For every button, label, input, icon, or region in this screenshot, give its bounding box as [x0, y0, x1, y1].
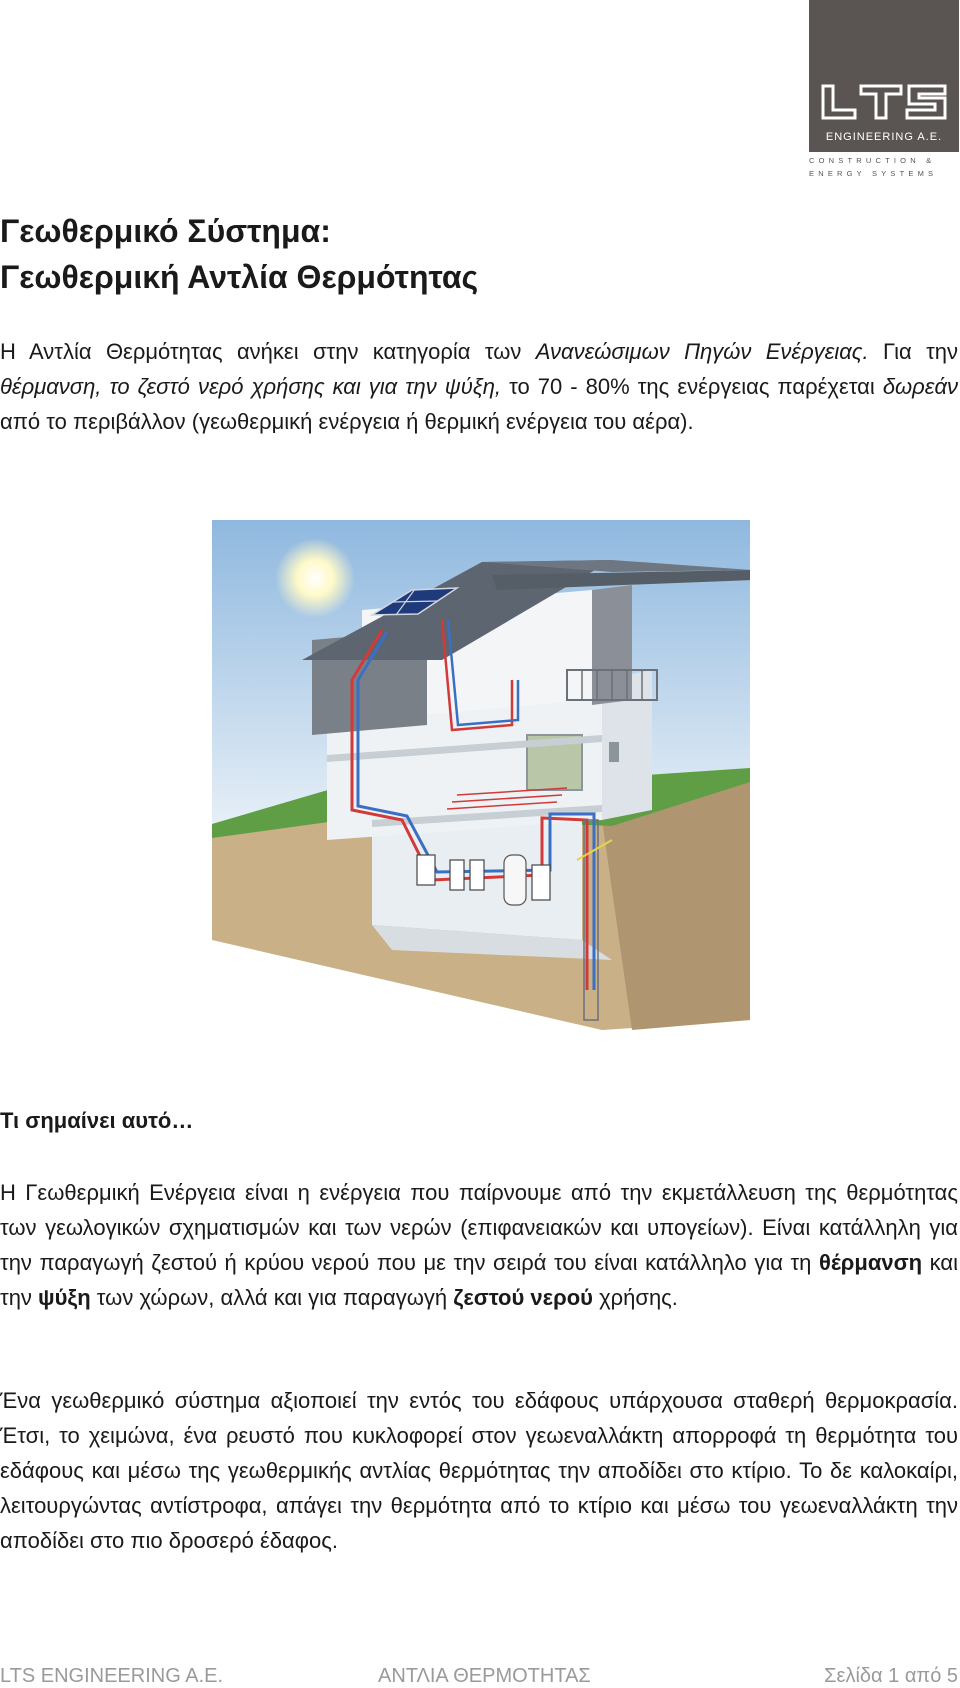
- intro-text-2: Για την: [868, 339, 958, 364]
- title-line-2: Γεωθερμική Αντλία Θερμότητας: [0, 259, 479, 295]
- title-line-1: Γεωθερμικό Σύστημα:: [0, 213, 331, 249]
- section-subheading: Τι σημαίνει αυτό…: [0, 1108, 194, 1133]
- para2-bold-cooling: ψύξη: [38, 1285, 91, 1310]
- para2-bold-hot-water: ζεστού νερού: [453, 1285, 593, 1310]
- intro-em-2: θέρμανση, το ζεστό νερό χρήσης και για την ψύξη,: [0, 374, 502, 399]
- logo-company-name: ENGINEERING A.E.: [825, 131, 943, 143]
- footer-document-title: ΑΝΤΛΙΑ ΘΕΡΜΟΤΗΤΑΣ: [378, 1665, 591, 1687]
- company-logo: [809, 0, 959, 178]
- page-footer: [0, 1665, 960, 1685]
- logo-box: [809, 0, 959, 152]
- intro-text-3: το 70 - 80% της ενέργειας παρέχεται: [501, 374, 883, 399]
- footer-company: LTS ENGINEERING A.E.: [0, 1665, 224, 1687]
- geothermal-energy-paragraph: [0, 1175, 958, 1315]
- intro-text-1: Η Αντλία Θερμότητας ανήκει στην κατηγορία των: [0, 339, 536, 364]
- para2-text-a: Η Γεωθερμική Ενέργεια είναι η ενέργεια που παίρνουμε από την εκμετάλλευση της θερμότητας των γεωλογικών σχηματισμών και των νερών (επιφανειακών και υπογείων). Είναι κατάλληλη για την παραγωγή ζεστού ή κρύου νερού που με την σειρά του είναι κατάλληλο για τη: [0, 1180, 958, 1275]
- intro-em-1: Ανανεώσιμων Πηγών Ενέργειας.: [535, 339, 869, 364]
- intro-em-3: δωρεάν: [882, 374, 958, 399]
- logo-lettermark: [821, 84, 947, 120]
- intro-paragraph: [0, 334, 958, 439]
- geothermal-house-illustration: [212, 520, 750, 1030]
- logo-tagline-2: ENERGY SYSTEMS: [809, 169, 938, 178]
- page-title: [0, 208, 478, 300]
- para2-text-c: και την: [0, 1250, 958, 1310]
- para2-text-e: των χώρων, αλλά και για παραγωγή: [90, 1285, 454, 1310]
- para2-bold-heating: θέρμανση: [818, 1250, 923, 1275]
- logo-tagline-1: CONSTRUCTION &: [809, 156, 936, 165]
- geothermal-system-paragraph: Ένα γεωθερμικό σύστημα αξιοποιεί την εντός του εδάφους υπάρχουσα σταθερή θερμοκρασία. Έτσι, το χειμώνα, ένα ρευστό που κυκλοφορεί στον γεωεναλλάκτη απορροφά τη θερμότητα του εδάφους και μέσω της γεωθερμικής αντλίας θερμότητας την αποδίδει στο κτίριο. Το δε καλοκαίρι, λειτουργώντας αντίστροφα, απάγει την θερμότητα από το κτίριο και μέσω του γεωεναλλάκτη την αποδίδει στο πιο δροσερό έδαφος.: [0, 1388, 958, 1553]
- intro-text-4: από το περιβάλλον (γεωθερμική ενέργεια ή θερμική ενέργεια του αέρα).: [0, 409, 694, 434]
- footer-page-number: Σελίδα 1 από 5: [824, 1665, 958, 1687]
- para2-text-g: χρήσης.: [592, 1285, 678, 1310]
